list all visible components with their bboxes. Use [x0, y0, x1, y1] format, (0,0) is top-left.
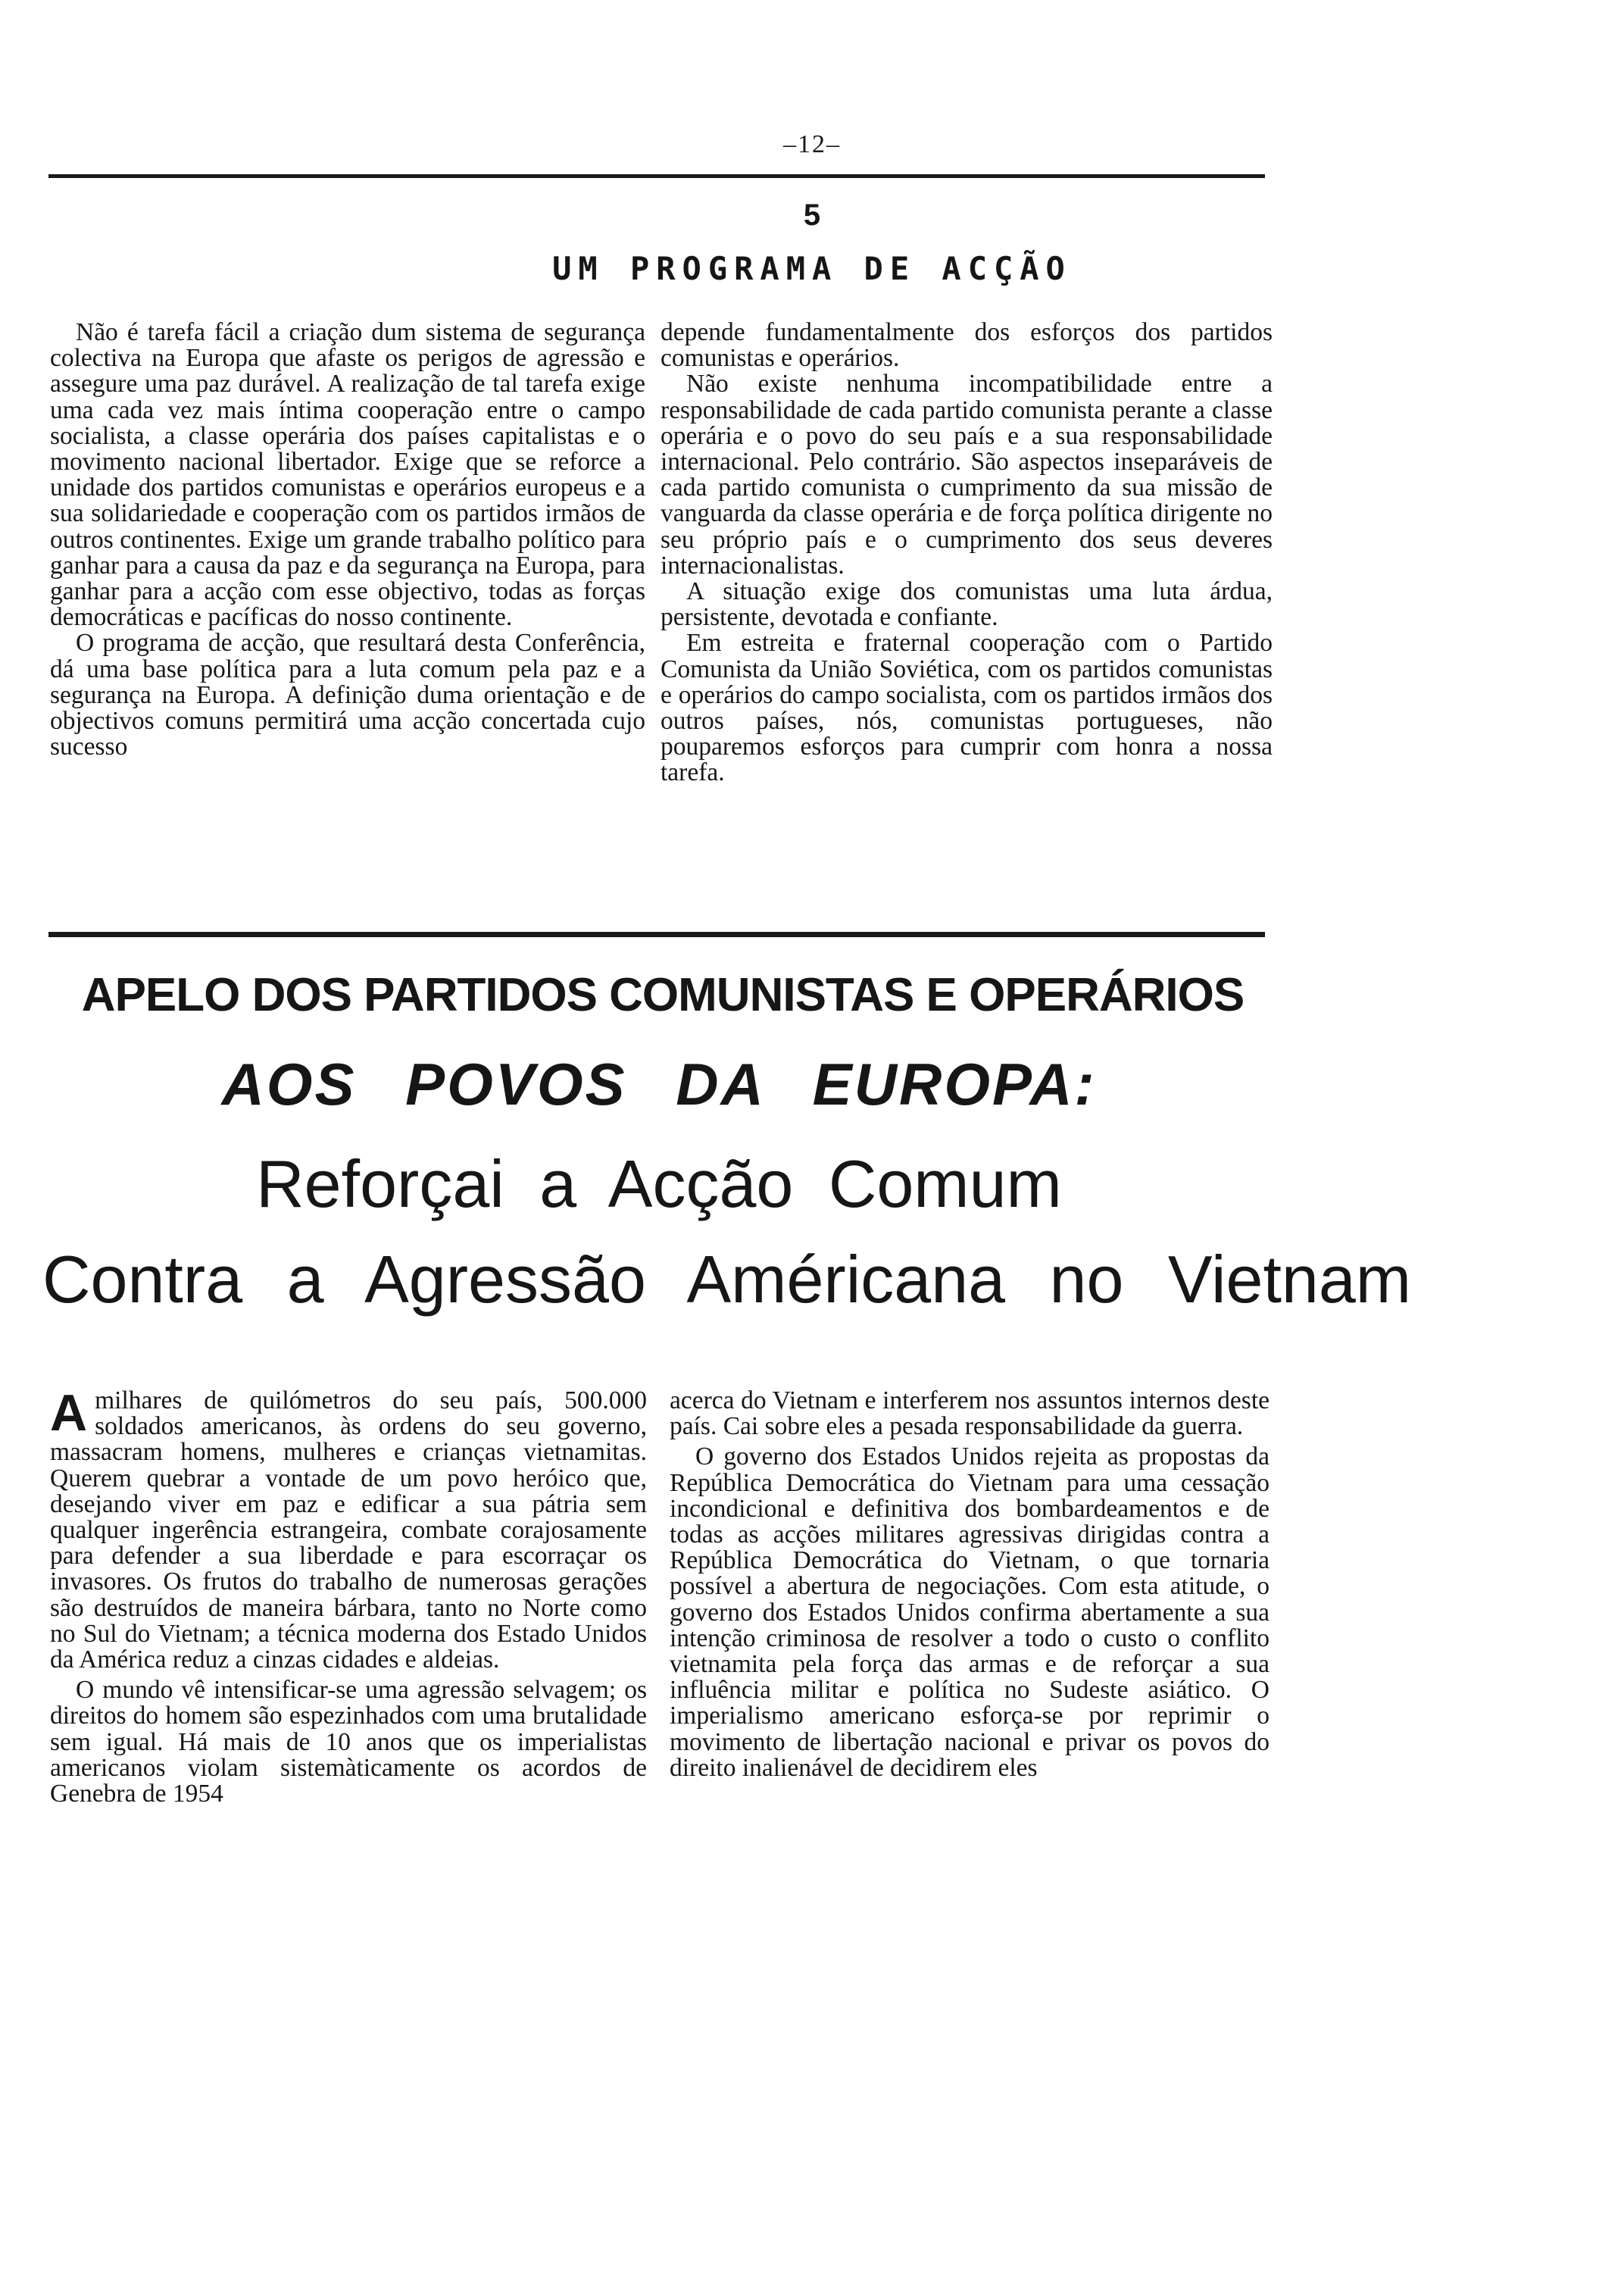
top-rule [48, 174, 1265, 178]
paragraph [50, 1384, 647, 1674]
paragraph: A situação exige dos comunistas uma luta árdua, persistente, devotada e confiante. [661, 577, 1273, 632]
drop-cap: A [50, 1384, 88, 1442]
paragraph: Não existe nenhuma incompatibilidade entre a responsabilidade de cada partido comunista perante a classe operária e o povo do seu país e a sua responsabilidade internacional. Pelo contrário. São aspectos inseparáveis de cada partido comunista o cumprimento da sua missão de vanguarda da classe operária e de força política dirigente no seu próprio país e o cumprimento dos seus deveres internacionalistas. [661, 370, 1273, 580]
article-headline: APELO DOS PARTIDOS COMUNISTAS E OPERÁRIOS [81, 969, 1245, 1021]
paragraph-text: milhares de quilómetros do seu país, 500.000 soldados americanos, às ordens do seu governo, massacram homens, mulheres e crianças vietnamitas. Querem quebrar a vontade de um povo heróico que, desejando viver em paz e edificar a sua pátria sem qualquer ingerência estrangeira, combate corajosamente para defender a sua liberdade e para escorraçar os invasores. Os frutos do trabalho de numerosas gerações são destruídos de maneira bárbara, tanto no Norte como no Sul do Vietnam; a técnica moderna dos Estado Unidos da América reduz a cinzas cidades e aldeias. [50, 1386, 647, 1674]
article-title-line1: Reforçai a Acção Comum [256, 1146, 1062, 1221]
section-number: 5 [803, 198, 821, 232]
paragraph: depende fundamentalmente dos esforços dos partidos comunistas e operários. [661, 318, 1273, 373]
article-subheadline: AOS POVOS DA EUROPA: [221, 1051, 1097, 1117]
article-column-left [50, 1384, 647, 1808]
article-title-line2: Contra a Agressão Américana no Vietnam [42, 1242, 1412, 1317]
section-column-right [661, 320, 1273, 786]
paragraph: Em estreita e fraternal cooperação com o Partido Comunista da União Soviética, com os partidos comunistas e operários do campo socialista, com os partidos irmãos dos outros países, nós, comunistas portugueses, não pouparemos esforços para cumprir com honra a nossa tarefa. [661, 629, 1273, 787]
paragraph: O mundo vê intensificar-se uma agressão selvagem; os direitos do homem são espezinhados com uma brutalidade sem igual. Há mais de 10 anos que os imperialistas americanos violam sistemàticamente os acordos de Genebra de 1954 [50, 1676, 647, 1808]
paragraph: O programa de acção, que resultará desta Conferência, dá uma base política para a luta comum pela paz e a segurança na Europa. A definição duma orientação e de objectivos comuns permitirá uma acção concertada cujo sucesso [50, 629, 645, 761]
section-divider-rule [48, 932, 1265, 937]
article-column-right [670, 1388, 1270, 1781]
paragraph: O governo dos Estados Unidos rejeita as propostas da República Democrática do Vietnam para uma cessação incondicional e definitiva dos bombardeamentos e de todas as acções militares agressivas dirigidas contra a República Democrática do Vietnam, o que tornaria possível a abertura de negociações. Com esta atitude, o governo dos Estados Unidos confirma abertamente a sua intenção criminosa de resolver a todo o custo o conflito vietnamita pela força das armas e de reforçar a sua influência militar e política no Sudeste asiático. O imperialismo americano esforça-se por reprimir o movimento de libertação nacional e privar os povos do direito inalienável de decidirem eles [670, 1442, 1270, 1782]
section-column-left [50, 320, 645, 760]
paragraph: Não é tarefa fácil a criação dum sistema de segurança colectiva na Europa que afaste os perigos de agressão e assegure uma paz durável. A realização de tal tarefa exige uma cada vez mais íntima cooperação entre o campo socialista, a classe operária dos países capitalistas e o movimento nacional libertador. Exige que se reforce a unidade dos partidos comunistas e operários europeus e a sua solidariedade e cooperação com os partidos irmãos de outros continentes. Exige um grande trabalho político para ganhar para a causa da paz e da segurança na Europa, para ganhar para a acção com esse objectivo, todas as forças democráticas e pacíficas do nosso continente. [50, 318, 645, 632]
page-number: –12– [783, 130, 841, 158]
section-title: UM PROGRAMA DE ACÇÃO [552, 250, 1072, 287]
paragraph: acerca do Vietnam e interferem nos assuntos internos deste país. Cai sobre eles a pesada responsabilidade da guerra. [670, 1386, 1270, 1441]
